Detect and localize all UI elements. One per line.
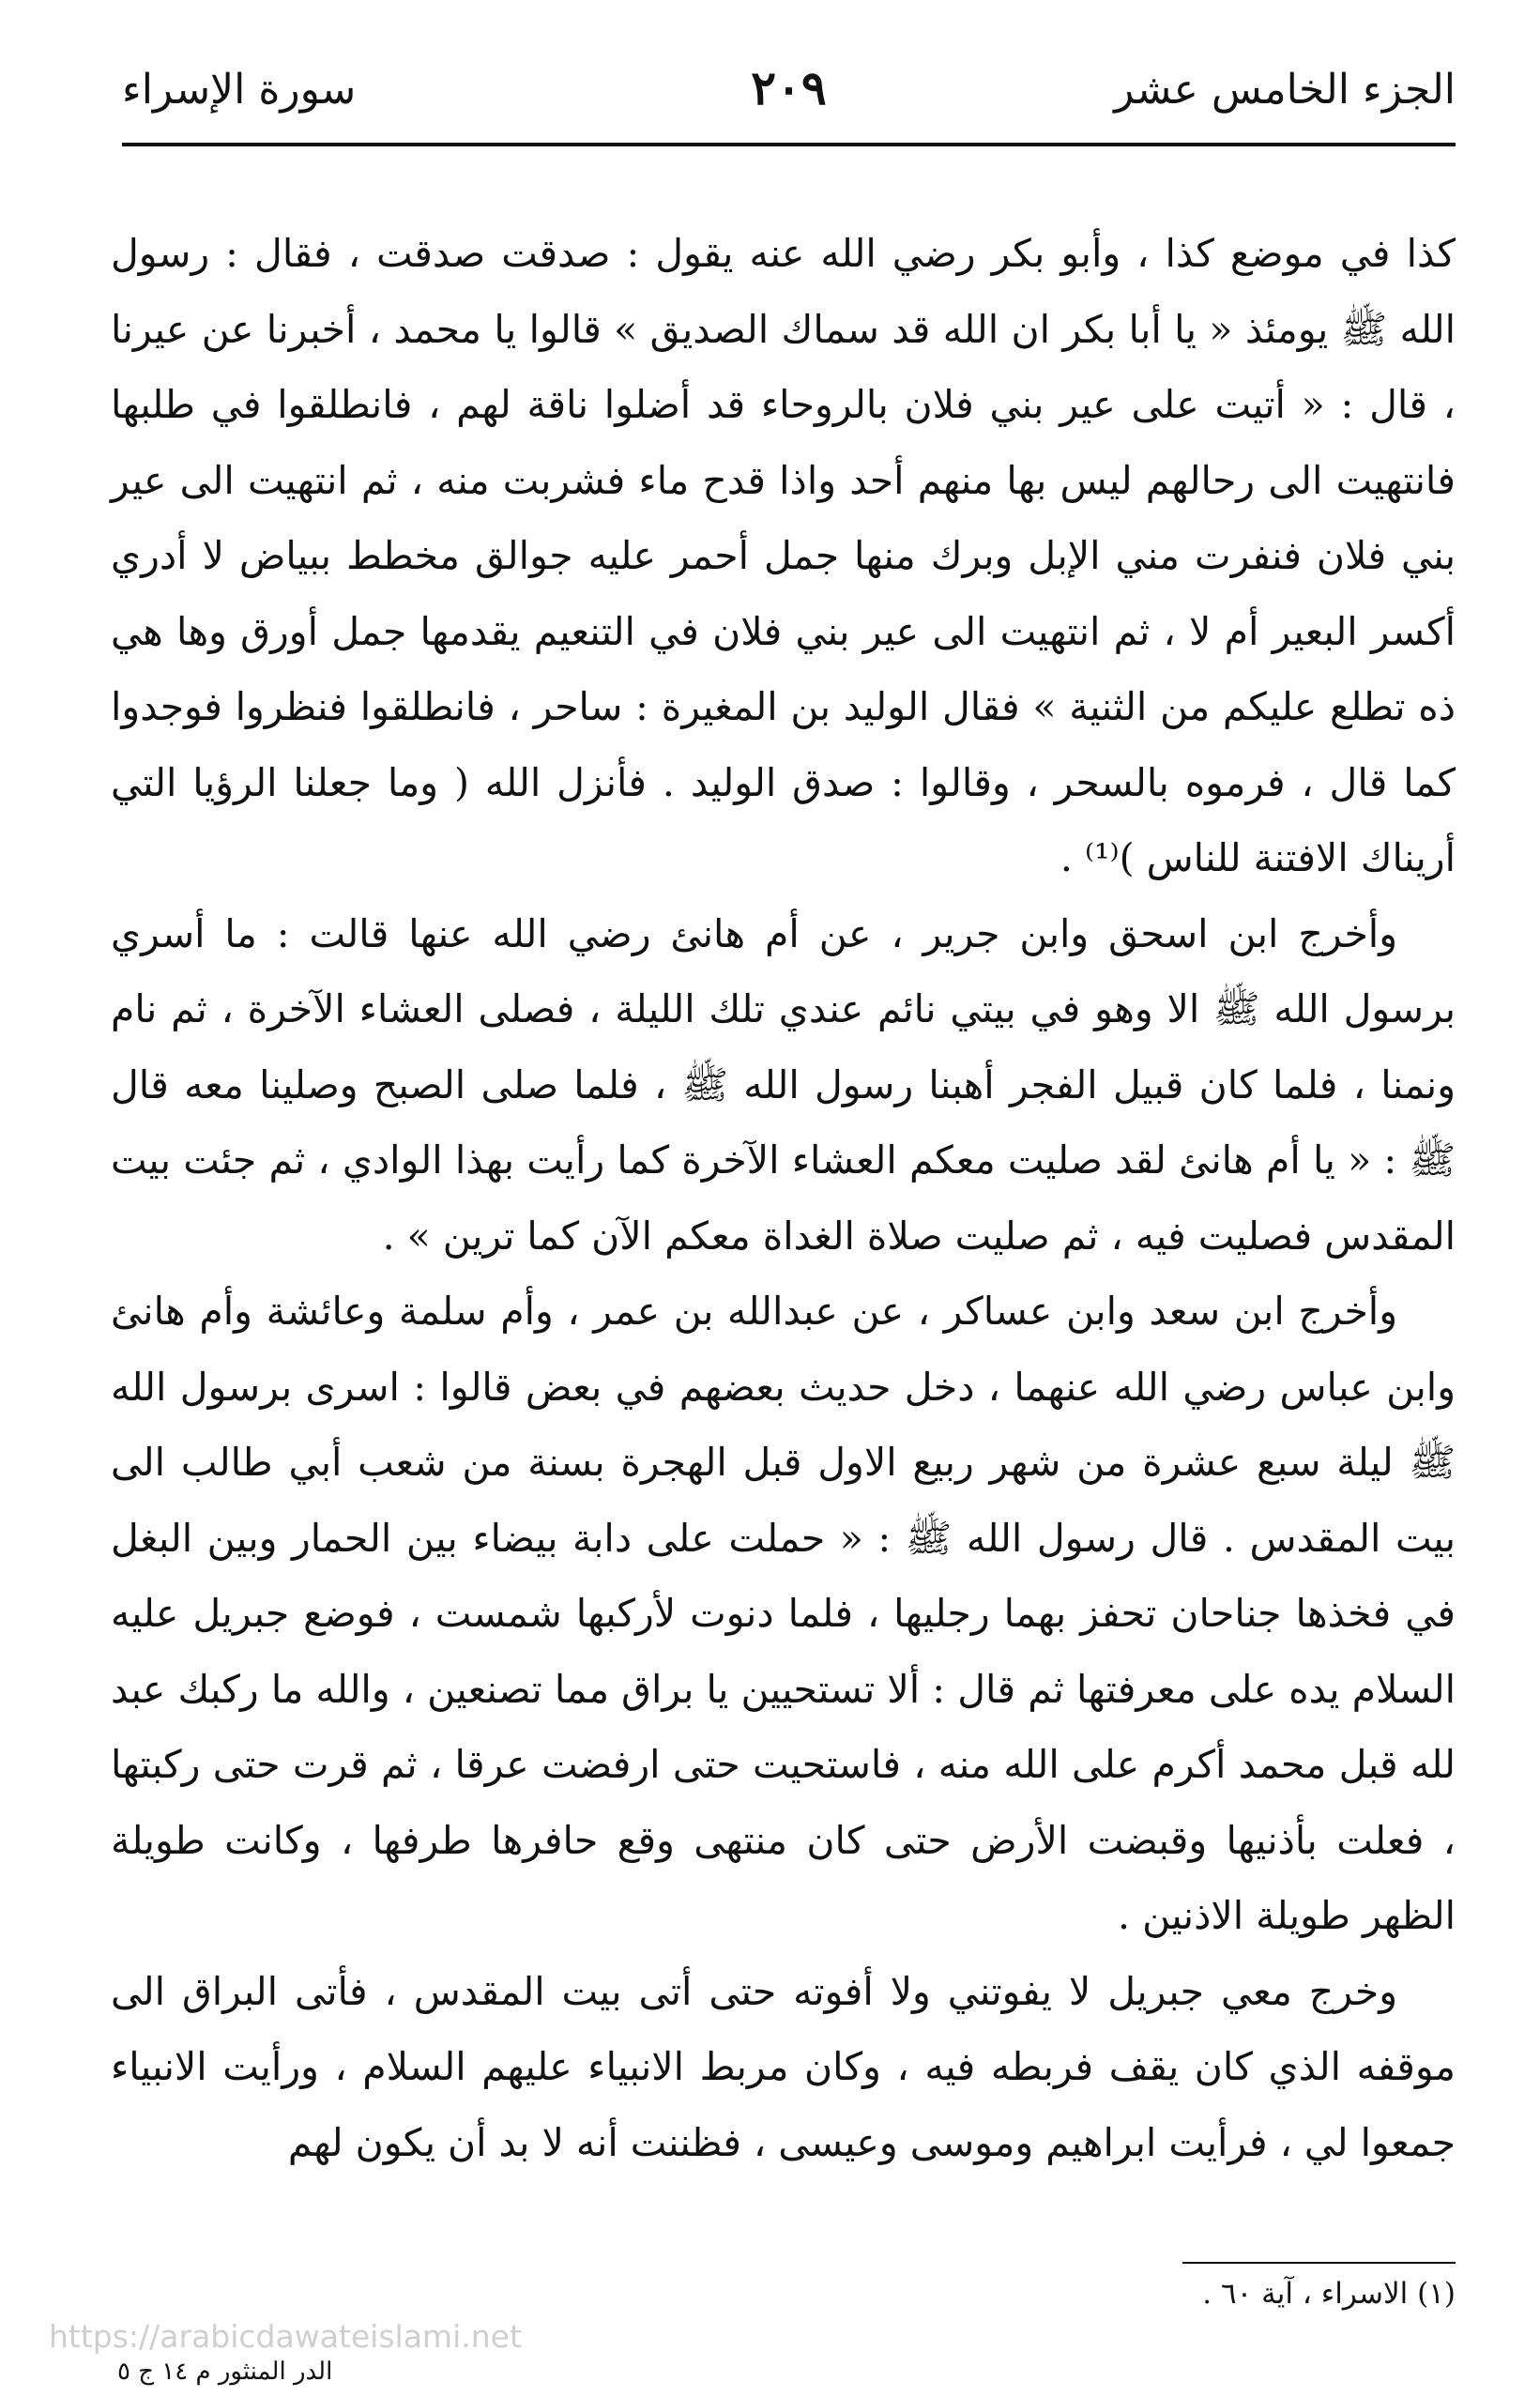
paragraph-4: وخرج معي جبريل لا يفوتني ولا أفوته حتى أتى بيت المقدس ، فأتى البراق الى موقفه الذي كان يقف فربطه فيه ، وكان مربط الانبياء عليهم السلام ، ورأيت الانبياء جمعوا لي ، فرأيت ابراهيم وموسى وعيسى ، فظننت أنه لا بد أن يكون لهم [111,1968,1456,2165]
page-header [122,54,1456,130]
footnote-divider [1182,2262,1456,2264]
surah-title: سورة الإسراء [122,66,357,114]
watermark-url: https://arabicdawateislami.net [49,2318,522,2355]
paragraph-2: وأخرج ابن اسحق وابن جرير ، عن أم هانئ رضي الله عنها قالت : ما أسري برسول الله ﷺ الا وهو في بيتي نائم عندي تلك الليلة ، فصلى العشاء الآخرة ، ثم نام ونمنا ، فلما كان قبيل الفجر أهبنا رسول الله ﷺ ، فلما صلى الصبح وصلينا معه قال ﷺ : « يا أم هانئ لقد صليت معكم العشاء الآخرة كما رأيت بهذا الوادي ، ثم جئت بيت المقدس فصليت فيه ، ثم صليت صلاة الغداة معكم الآن كما ترين » . [111,910,1456,1259]
part-title: الجزء الخامس عشر [1114,66,1456,114]
paragraph-3: وأخرج ابن سعد وابن عساكر ، عن عبدالله بن عمر ، وأم سلمة وعائشة وأم هانئ وابن عباس رضي الله عنهما ، دخل حديث بعضهم في بعض قالوا : اسرى برسول الله ﷺ ليلة سبع عشرة من شهر ربيع الاول قبل الهجرة بسنة من شعب أبي طالب الى بيت المقدس . قال رسول الله ﷺ : « حملت على دابة بيضاء بين الحمار وبين البغل في فخذها جناحان تحفز بهما رجليها ، فلما دنوت لأركبها شمست ، فوضع جبريل عليه السلام يده على معرفتها ثم قال : ألا تستحيين يا براق مما تصنعين ، والله ما ركبك عبد لله قبل محمد أكرم على الله منه ، فاستحيت حتى ارفضت عرقا ، ثم قرت حتى ركبتها ، فعلت بأذنيها وقبضت الأرض حتى كان منتهى وقع حافرها طرفها ، وكانت طويلة الظهر طويلة الاذنين . [111,1289,1456,1938]
footnote: (١) الاسراء ، آية ٦٠ . [1202,2277,1456,2311]
page-number: ٢٠٩ [751,60,827,115]
volume-signature: الدر المنثور م ١٤ ج ٥ [117,2358,333,2386]
header-divider [122,143,1456,146]
body-text [111,216,1456,2180]
paragraph-1: كذا في موضع كذا ، وأبو بكر رضي الله عنه يقول : صدقت صدقت ، فقال : رسول الله ﷺ يومئذ « يا أبا بكر ان الله قد سماك الصديق » قالوا يا محمد ، أخبرنا عن عيرنا ، قال : « أتيت على عير بني فلان بالروحاء قد أضلوا ناقة لهم ، فانطلقوا في طلبها فانتهيت الى رحالهم ليس بها منهم أحد واذا قدح ماء فشربت منه ، ثم انتهيت الى عير بني فلان فنفرت مني الإبل وبرك منها جمل أحمر عليه جوالق مخطط ببياض لا أدري أكسر البعير أم لا ، ثم انتهيت الى عير بني فلان في التنعيم يقدمها جمل أورق وها هي ذه تطلع عليكم من الثنية » فقال الوليد بن المغيرة : ساحر ، فانطلقوا فنظروا فوجدوا كما قال ، فرموه بالسحر ، وقالوا : صدق الوليد . فأنزل الله ( وما جعلنا الرؤيا التي أريناك الافتنة للناس )⁽¹⁾ . [111,231,1456,880]
